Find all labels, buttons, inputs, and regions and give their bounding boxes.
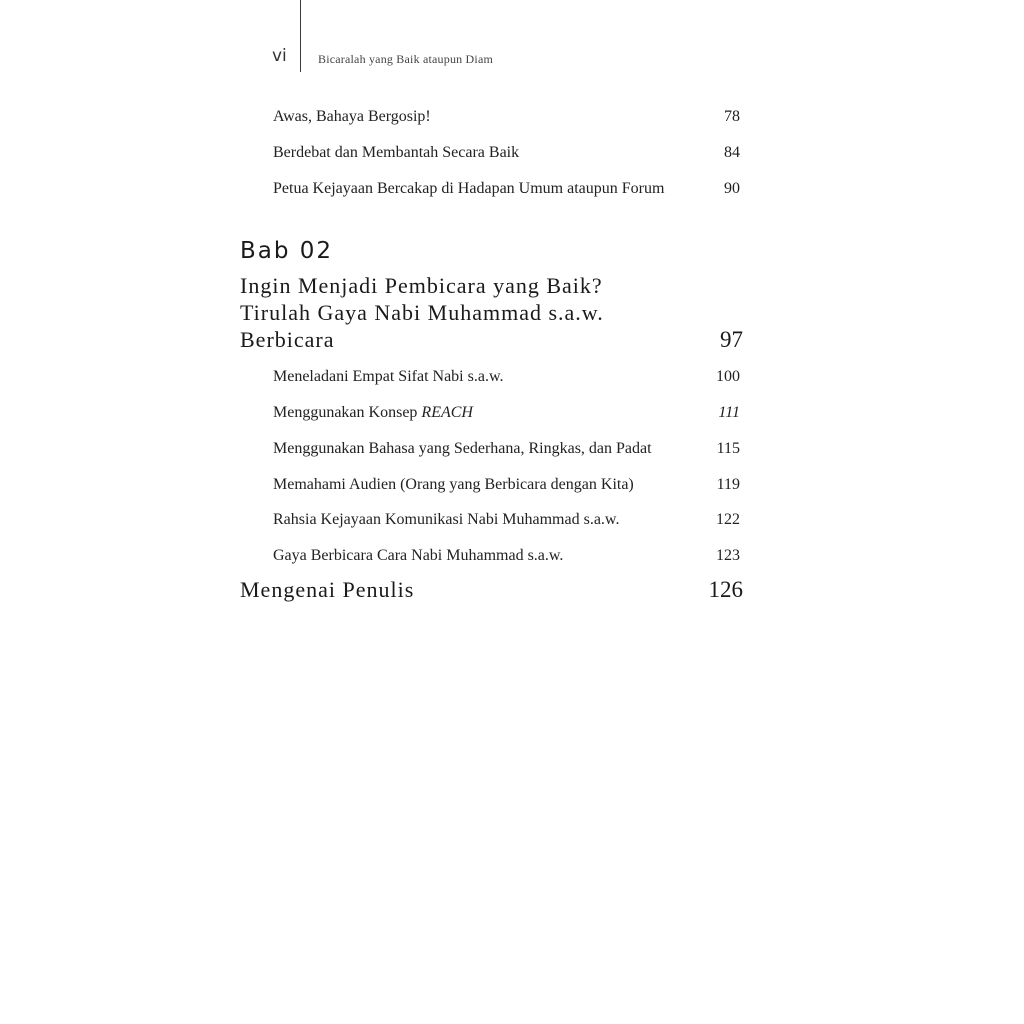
toc-entry-page: 90 <box>724 180 740 197</box>
toc-entry-title: Awas, Bahaya Bergosip! <box>273 108 431 125</box>
toc-entry <box>273 440 740 458</box>
toc-entry-title-italic: REACH <box>421 404 473 421</box>
toc-entry-page: 115 <box>716 440 740 457</box>
chapter-page: 97 <box>720 327 743 352</box>
toc-entry-page: 100 <box>716 368 740 385</box>
toc-entry-title: Memahami Audien (Orang yang Berbicara dengan Kita) <box>273 476 634 493</box>
toc-entry-title-prefix: Menggunakan Konsep <box>273 404 422 421</box>
toc-entry <box>273 180 740 198</box>
toc-entry-page: 122 <box>716 511 740 528</box>
chapter-title-line: Tirulah Gaya Nabi Muhammad s.a.w. <box>240 300 604 325</box>
toc-entry-title: Berdebat dan Membantah Secara Baik <box>273 144 520 161</box>
chapter-title-line: Ingin Menjadi Pembicara yang Baik? <box>240 273 603 298</box>
chapter-title <box>240 272 743 353</box>
toc-entry-title: Gaya Berbicara Cara Nabi Muhammad s.a.w. <box>273 547 564 564</box>
running-title: Bicaralah yang Baik ataupun Diam <box>318 52 494 66</box>
toc-entry <box>273 511 740 529</box>
toc-entry-page: 84 <box>724 144 740 161</box>
toc-entry <box>273 368 740 386</box>
header-divider <box>300 0 301 72</box>
toc-entry-title: Petua Kejayaan Bercakap di Hadapan Umum ataupun Forum <box>273 180 665 197</box>
toc-entry-page: 111 <box>718 404 740 421</box>
toc-entry-page: 119 <box>716 476 740 493</box>
toc-entry <box>273 108 740 126</box>
chapter-title-last-line <box>240 326 743 353</box>
page-number: vi <box>272 46 287 66</box>
toc-entry <box>273 404 740 422</box>
toc-entry-title: Menggunakan Bahasa yang Sederhana, Ringkas, dan Padat <box>273 440 652 457</box>
toc-entry-page: 123 <box>716 547 740 564</box>
toc-entry <box>273 547 740 565</box>
toc-entry-title: Rahsia Kejayaan Komunikasi Nabi Muhammad s.a.w. <box>273 511 620 528</box>
section-page: 126 <box>708 577 743 602</box>
chapter-title-line: Berbicara <box>240 327 335 352</box>
section-entry <box>240 577 743 603</box>
toc-entry-title <box>273 404 473 422</box>
toc-entry-title: Meneladani Empat Sifat Nabi s.a.w. <box>273 368 504 385</box>
chapter-label: Bab 02 <box>240 238 334 264</box>
toc-entry <box>273 144 740 162</box>
toc-entry <box>273 476 740 494</box>
toc-entry-page: 78 <box>724 108 740 125</box>
section-title: Mengenai Penulis <box>240 577 415 602</box>
